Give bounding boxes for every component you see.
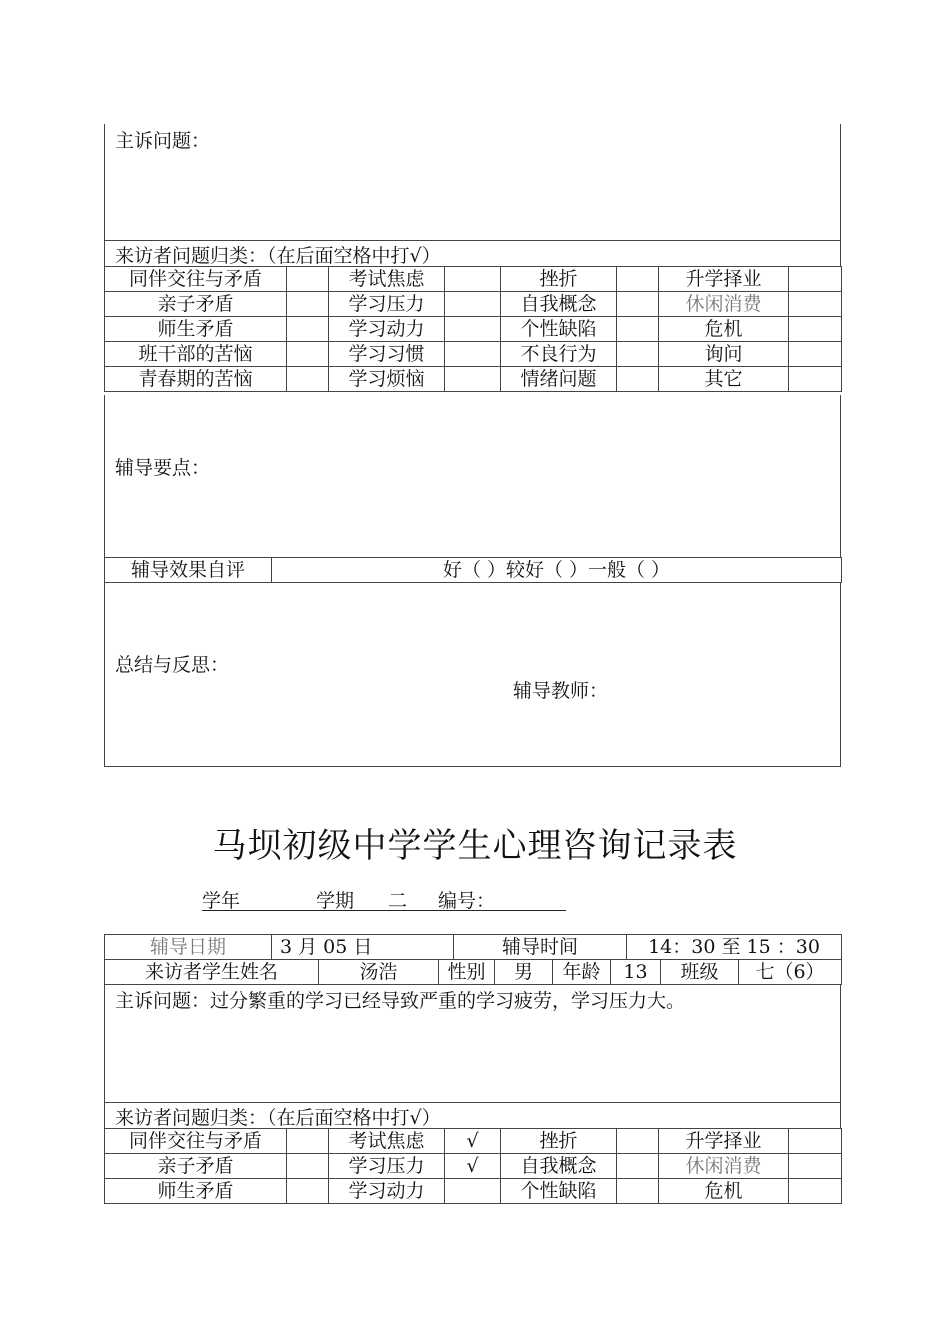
category-table-2 xyxy=(104,1128,842,1204)
category-label: 个性缺陷 xyxy=(501,317,617,342)
category-checkbox-cell[interactable] xyxy=(789,292,842,317)
category-checkbox-cell[interactable] xyxy=(445,292,501,317)
complaint-text: 主诉问题：过分繁重的学习已经导致严重的学习疲劳，学习压力大。 xyxy=(115,990,686,1012)
complaint-section xyxy=(104,124,841,241)
category-label: 其它 xyxy=(659,367,789,392)
category-checkbox-cell[interactable] xyxy=(789,1154,842,1179)
number-label: 编号： xyxy=(438,890,496,912)
gender-value: 男 xyxy=(495,960,553,985)
category-label: 升学择业 xyxy=(659,1129,789,1154)
category-label: 危机 xyxy=(659,317,789,342)
header-underline xyxy=(202,910,566,911)
time-value: 14：30 至 15 ：30 xyxy=(627,935,842,960)
class-label: 班级 xyxy=(661,960,739,985)
time-label: 辅导时间 xyxy=(454,935,627,960)
category-checkbox-cell[interactable] xyxy=(287,267,329,292)
category-row xyxy=(105,267,842,292)
category-header-2: 来访者问题归类：（在后面空格中打√） xyxy=(115,1107,441,1129)
category-label: 学习习惯 xyxy=(329,342,445,367)
category-checkbox-cell[interactable] xyxy=(617,1154,659,1179)
category-checkbox-cell[interactable] xyxy=(445,1179,501,1204)
category-checkbox-cell[interactable] xyxy=(617,292,659,317)
term-label: 学期 xyxy=(316,890,355,912)
gender-label: 性别 xyxy=(439,960,495,985)
category-checkbox-cell[interactable] xyxy=(287,1179,329,1204)
category-checkbox-cell[interactable] xyxy=(789,1129,842,1154)
category-row xyxy=(105,1129,842,1154)
year-label: 学年 xyxy=(202,890,241,912)
category-label: 个性缺陷 xyxy=(501,1179,617,1204)
category-label: 休闲消费 xyxy=(659,1154,789,1179)
category-row xyxy=(105,317,842,342)
category-checkbox-cell[interactable] xyxy=(789,342,842,367)
category-checkbox-cell[interactable] xyxy=(287,342,329,367)
category-label: 学习压力 xyxy=(329,292,445,317)
student-row xyxy=(104,959,842,985)
category-label: 升学择业 xyxy=(659,267,789,292)
category-checkbox-cell[interactable] xyxy=(789,317,842,342)
category-header-row-2 xyxy=(104,1103,841,1129)
category-label: 考试焦虑 xyxy=(329,267,445,292)
category-row xyxy=(105,1154,842,1179)
summary-label: 总结与反思： xyxy=(115,654,230,676)
category-label: 休闲消费 xyxy=(659,292,789,317)
name-value: 汤浩 xyxy=(319,960,439,985)
category-label: 自我概念 xyxy=(501,292,617,317)
category-checkbox-cell[interactable] xyxy=(445,267,501,292)
category-label: 挫折 xyxy=(501,1129,617,1154)
category-label: 考试焦虑 xyxy=(329,1129,445,1154)
category-checkbox-cell[interactable] xyxy=(445,317,501,342)
term-value: 二 xyxy=(388,890,408,912)
category-checkbox-cell[interactable] xyxy=(789,367,842,392)
category-label: 学习烦恼 xyxy=(329,367,445,392)
category-label: 学习动力 xyxy=(329,317,445,342)
category-table-1 xyxy=(104,266,842,392)
date-value: 3 月 05 日 xyxy=(272,935,454,960)
category-label: 师生矛盾 xyxy=(105,317,287,342)
category-checkbox-cell[interactable] xyxy=(617,1179,659,1204)
age-value: 13 xyxy=(611,960,661,985)
complaint-label: 主诉问题： xyxy=(115,130,211,152)
effect-label: 辅导效果自评 xyxy=(105,558,272,583)
class-value: 七（6） xyxy=(739,960,842,985)
category-label: 挫折 xyxy=(501,267,617,292)
category-checkbox-cell[interactable] xyxy=(617,342,659,367)
category-header: 来访者问题归类：（在后面空格中打√） xyxy=(115,245,441,267)
category-label: 学习动力 xyxy=(329,1179,445,1204)
name-label: 来访者学生姓名 xyxy=(105,960,319,985)
category-checkbox-cell[interactable] xyxy=(287,367,329,392)
category-header-row xyxy=(104,241,841,267)
category-row xyxy=(105,1179,842,1204)
category-checkbox-cell[interactable] xyxy=(789,1179,842,1204)
category-checkbox-cell[interactable] xyxy=(617,267,659,292)
category-checkbox-cell[interactable] xyxy=(287,1154,329,1179)
summary-section xyxy=(104,582,841,767)
category-checkbox-cell[interactable] xyxy=(617,367,659,392)
effect-table xyxy=(104,557,842,583)
category-label: 青春期的苦恼 xyxy=(105,367,287,392)
category-label: 同伴交往与矛盾 xyxy=(105,1129,287,1154)
key-points-section xyxy=(104,395,841,558)
category-checkbox-cell[interactable] xyxy=(287,292,329,317)
teacher-label: 辅导教师： xyxy=(513,680,609,702)
age-label: 年龄 xyxy=(553,960,611,985)
effect-options: 好（ ）较好（ ）一般（ ） xyxy=(272,558,842,583)
category-checkbox-cell[interactable]: √ xyxy=(445,1129,501,1154)
category-checkbox-cell[interactable] xyxy=(287,317,329,342)
date-row xyxy=(104,934,842,960)
category-label: 情绪问题 xyxy=(501,367,617,392)
category-checkbox-cell[interactable] xyxy=(445,342,501,367)
category-label: 询问 xyxy=(659,342,789,367)
category-label: 同伴交往与矛盾 xyxy=(105,267,287,292)
category-checkbox-cell[interactable] xyxy=(617,317,659,342)
category-checkbox-cell[interactable] xyxy=(445,367,501,392)
category-row xyxy=(105,342,842,367)
category-row xyxy=(105,367,842,392)
category-label: 自我概念 xyxy=(501,1154,617,1179)
category-label: 不良行为 xyxy=(501,342,617,367)
category-checkbox-cell[interactable]: √ xyxy=(445,1154,501,1179)
date-label: 辅导日期 xyxy=(105,935,272,960)
category-label: 危机 xyxy=(659,1179,789,1204)
category-checkbox-cell[interactable] xyxy=(617,1129,659,1154)
category-label: 班干部的苦恼 xyxy=(105,342,287,367)
category-label: 亲子矛盾 xyxy=(105,1154,287,1179)
form-title: 马坝初级中学学生心理咨询记录表 xyxy=(212,826,738,866)
complaint-section-2 xyxy=(104,984,841,1103)
category-label: 师生矛盾 xyxy=(105,1179,287,1204)
category-checkbox-cell[interactable] xyxy=(287,1129,329,1154)
category-checkbox-cell[interactable] xyxy=(789,267,842,292)
category-label: 学习压力 xyxy=(329,1154,445,1179)
key-points-label: 辅导要点： xyxy=(115,457,211,479)
category-row xyxy=(105,292,842,317)
category-label: 亲子矛盾 xyxy=(105,292,287,317)
